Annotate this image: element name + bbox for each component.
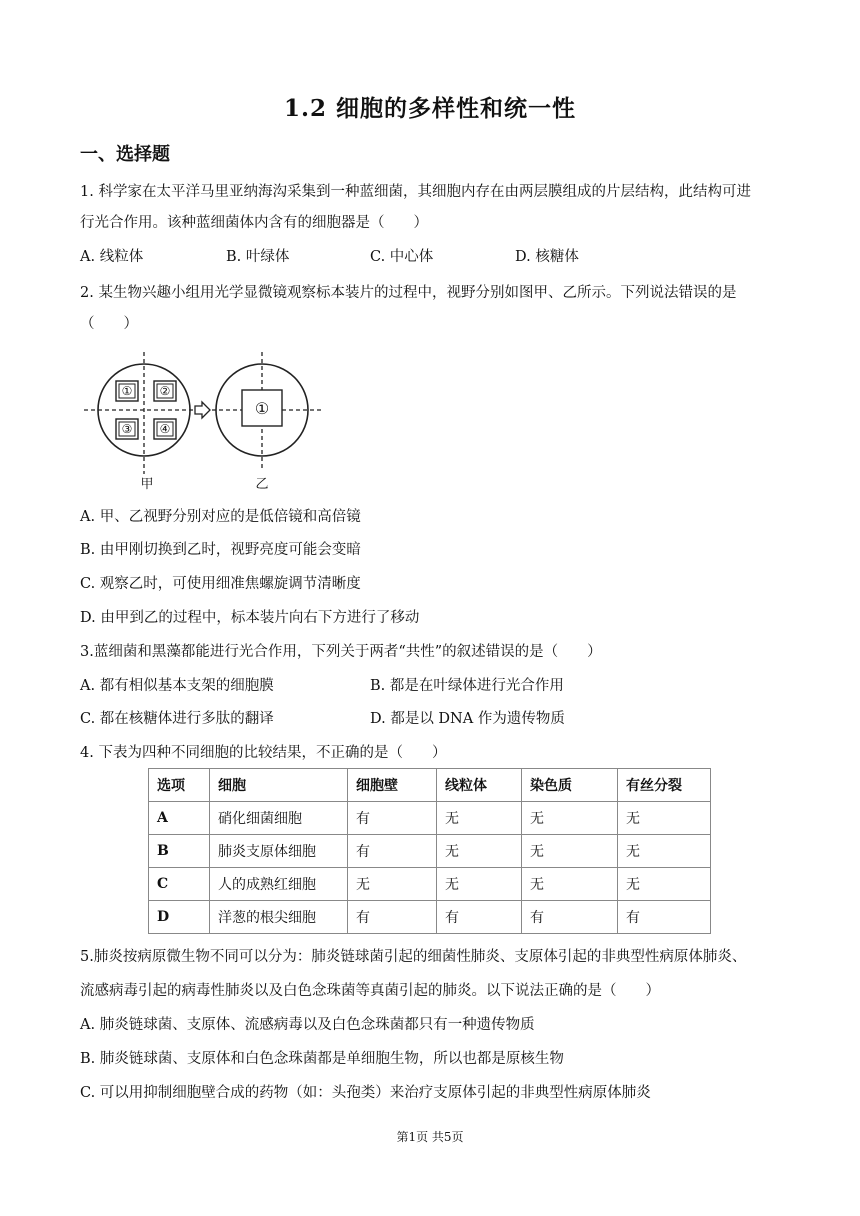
fig-label-4: ④ <box>159 422 171 436</box>
fig-label-right: ① <box>254 399 270 418</box>
table-cell: 无 <box>522 868 618 901</box>
q5-option-c: C. 可以用抑制细胞壁合成的药物（如：头孢类）来治疗支原体引起的非典型性病原体肺炎 <box>80 1085 651 1101</box>
q5-option-b: B. 肺炎链球菌、支原体和白色念珠菌都是单细胞生物，所以也都是原核生物 <box>80 1051 564 1067</box>
q1-stem-line1: 1. 科学家在太平洋马里亚纳海沟采集到一种蓝细菌，其细胞内存在由两层膜组成的片层结构，此结构可进 <box>80 184 751 200</box>
q2-stem-line2: （ ） <box>80 316 138 332</box>
comparison-table <box>148 768 711 934</box>
table-cell: 有 <box>348 802 437 835</box>
table-header-cell: 细胞 <box>210 769 348 802</box>
table-cell: 硝化细菌细胞 <box>210 802 348 835</box>
q1-option-d: D. 核糖体 <box>515 249 579 265</box>
q5-stem-line2: 流感病毒引起的病毒性肺炎以及白色念珠菌等真菌引起的肺炎。以下说法正确的是（ ） <box>80 983 660 999</box>
q2-option-a: A. 甲、乙视野分别对应的是低倍镜和高倍镜 <box>80 509 361 525</box>
table-cell: 有 <box>348 835 437 868</box>
table-header-row <box>149 769 711 802</box>
table-cell: A <box>149 802 210 835</box>
table-cell: 无 <box>437 835 522 868</box>
table-cell: 肺炎支原体细胞 <box>210 835 348 868</box>
fig-caption-left: 甲 <box>140 477 154 492</box>
table-cell: 无 <box>348 868 437 901</box>
table-cell: 无 <box>522 835 618 868</box>
table-cell: 有 <box>437 901 522 934</box>
table-cell: 无 <box>437 802 522 835</box>
q5-option-a: A. 肺炎链球菌、支原体、流感病毒以及白色念珠菌都只有一种遗传物质 <box>80 1017 535 1033</box>
table-row <box>149 835 711 868</box>
arrow-right-icon <box>195 402 210 418</box>
microscope-field-figure <box>84 348 344 494</box>
page-title: 1.2 细胞的多样性和统一性 <box>283 95 577 122</box>
q2-option-c: C. 观察乙时，可使用细准焦螺旋调节清晰度 <box>80 576 361 592</box>
table-cell: 有 <box>618 901 711 934</box>
table-header-cell: 细胞壁 <box>348 769 437 802</box>
table-row <box>149 901 711 934</box>
table-cell: 无 <box>618 802 711 835</box>
q3-stem: 3.蓝细菌和黑藻都能进行光合作用，下列关于两者“共性”的叙述错误的是（ ） <box>80 644 602 660</box>
section-heading: 一、选择题 <box>80 144 170 165</box>
q2-stem-line1: 2. 某生物兴趣小组用光学显微镜观察标本装片的过程中，视野分别如图甲、乙所示。下列说法错误的是 <box>80 285 737 301</box>
table-row <box>149 802 711 835</box>
table-cell: 无 <box>618 835 711 868</box>
fig-caption-right: 乙 <box>255 477 269 492</box>
table-cell: 无 <box>522 802 618 835</box>
table-row <box>149 868 711 901</box>
table-cell: C <box>149 868 210 901</box>
q3-option-d: D. 都是以 DNA 作为遗传物质 <box>370 711 565 727</box>
q4-stem: 4. 下表为四种不同细胞的比较结果，不正确的是（ ） <box>80 745 447 761</box>
fig-label-2: ② <box>159 384 171 398</box>
q1-option-b: B. 叶绿体 <box>226 249 290 265</box>
q3-option-a: A. 都有相似基本支架的细胞膜 <box>80 678 274 694</box>
table-header-cell: 选项 <box>149 769 210 802</box>
q2-option-b: B. 由甲刚切换到乙时，视野亮度可能会变暗 <box>80 542 361 558</box>
table-cell: D <box>149 901 210 934</box>
table-cell: 无 <box>437 868 522 901</box>
q1-option-c: C. 中心体 <box>370 249 434 265</box>
table-header-cell: 染色质 <box>522 769 618 802</box>
q1-option-a: A. 线粒体 <box>80 249 144 265</box>
q5-stem-line1: 5.肺炎按病原微生物不同可以分为：肺炎链球菌引起的细菌性肺炎、支原体引起的非典型性病原体肺炎、 <box>80 949 747 965</box>
table-cell: 有 <box>348 901 437 934</box>
page-footer: 第1页 共5页 <box>396 1130 464 1144</box>
q3-option-b: B. 都是在叶绿体进行光合作用 <box>370 678 564 694</box>
q3-option-c: C. 都在核糖体进行多肽的翻译 <box>80 711 274 727</box>
table-cell: 人的成熟红细胞 <box>210 868 348 901</box>
fig-label-1: ① <box>121 384 133 398</box>
q2-option-d: D. 由甲到乙的过程中，标本装片向右下方进行了移动 <box>80 610 420 626</box>
table-cell: B <box>149 835 210 868</box>
table-header-cell: 有丝分裂 <box>618 769 711 802</box>
table-header-cell: 线粒体 <box>437 769 522 802</box>
table-cell: 有 <box>522 901 618 934</box>
q1-stem-line2: 行光合作用。该种蓝细菌体内含有的细胞器是（ ） <box>80 215 428 231</box>
fig-label-3: ③ <box>121 422 133 436</box>
table-cell: 无 <box>618 868 711 901</box>
table-cell: 洋葱的根尖细胞 <box>210 901 348 934</box>
